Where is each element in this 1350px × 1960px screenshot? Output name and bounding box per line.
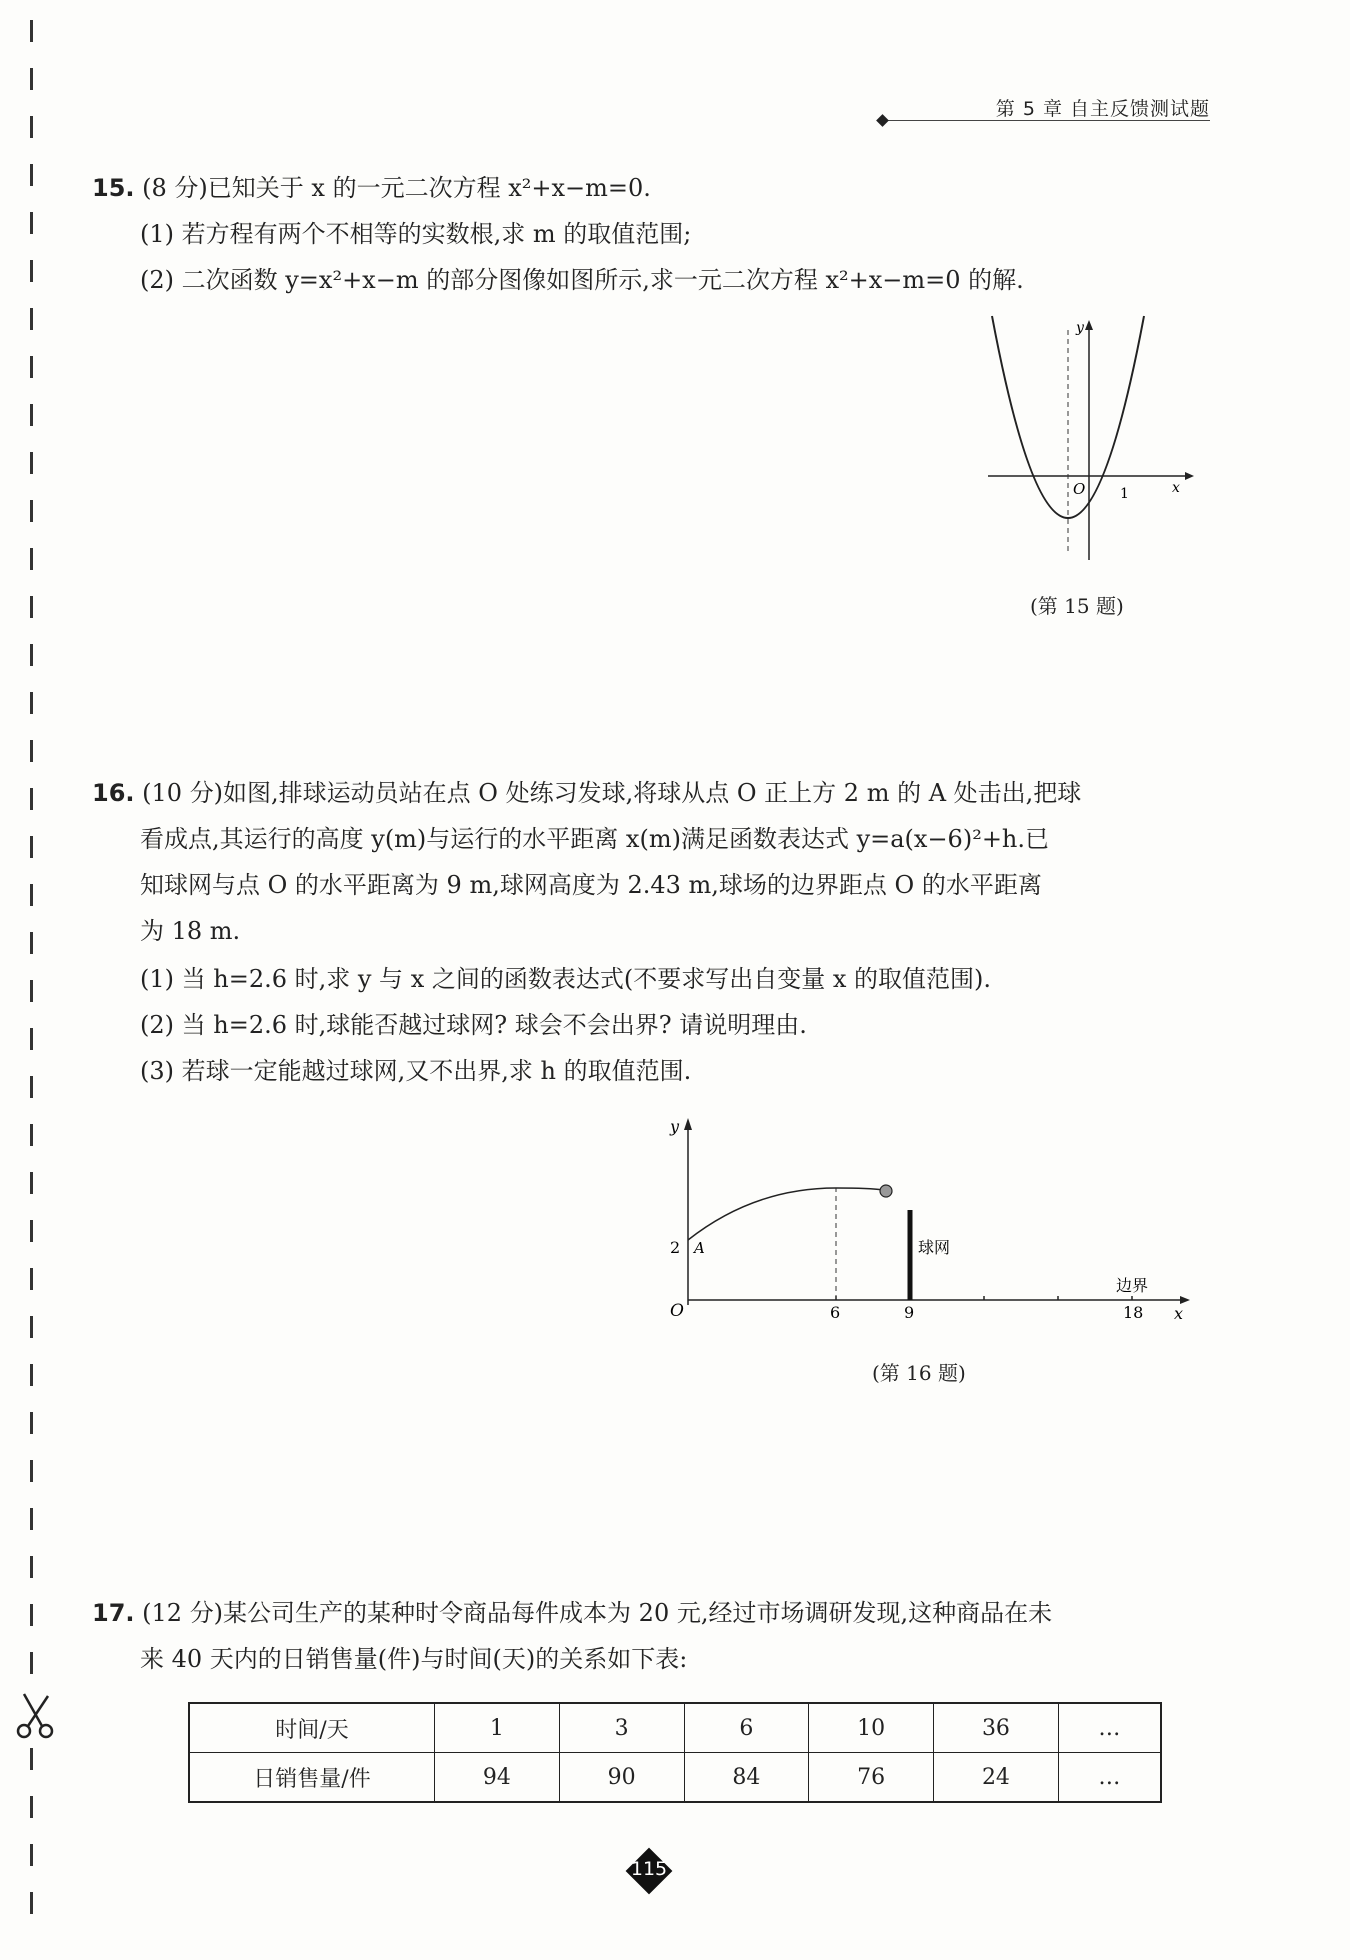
page-number-badge bbox=[626, 1848, 672, 1894]
table-cell: 3 bbox=[559, 1703, 684, 1753]
table-cell: 36 bbox=[934, 1703, 1059, 1753]
q16-x-tick-6: 6 bbox=[830, 1303, 841, 1322]
q16-number: 16. bbox=[92, 779, 135, 807]
table-cell: 6 bbox=[684, 1703, 809, 1753]
chapter-header: 第 5 章 自主反馈测试题 bbox=[995, 98, 1210, 120]
q17-number: 17. bbox=[92, 1599, 135, 1627]
q16-origin-label: O bbox=[670, 1301, 684, 1321]
q16-line2: 看成点,其运行的高度 y(m)与运行的水平距离 x(m)满足函数表达式 y=a(x−6)²+h.已 bbox=[140, 825, 1050, 853]
q17-text1: (12 分)某公司生产的某种时令商品每件成本为 20 元,经过市场调研发现,这种商品在未 bbox=[142, 1599, 1053, 1627]
table-cell: 94 bbox=[435, 1753, 560, 1803]
q16-caption: (第 16 题) bbox=[872, 1361, 966, 1385]
q15-caption: (第 15 题) bbox=[1030, 594, 1124, 618]
q16-x-tick-18: 18 bbox=[1123, 1303, 1144, 1322]
q16-part3: (3) 若球一定能越过球网,又不出界,求 h 的取值范围. bbox=[140, 1057, 692, 1085]
header-rule bbox=[884, 120, 1210, 121]
q15-part1: (1) 若方程有两个不相等的实数根,求 m 的取值范围; bbox=[140, 220, 692, 248]
q15-stem: (8 分)已知关于 x 的一元二次方程 x²+x−m=0. bbox=[142, 174, 651, 202]
table-cell: 24 bbox=[934, 1753, 1059, 1803]
q15-part2: (2) 二次函数 y=x²+x−m 的部分图像如图所示,求一元二次方程 x²+x−m=0 的解. bbox=[140, 266, 1024, 294]
q15-number: 15. bbox=[92, 174, 135, 202]
q15-stem-line bbox=[92, 165, 651, 211]
q16-y-tick-2: 2 bbox=[670, 1238, 681, 1257]
table-cell: … bbox=[1058, 1753, 1161, 1803]
table-header-cell: 日销售量/件 bbox=[189, 1753, 435, 1803]
q16-x-label: x bbox=[1174, 1304, 1184, 1323]
q16-point-a: A bbox=[694, 1239, 705, 1257]
q17-line2: 来 40 天内的日销售量(件)与时间(天)的关系如下表: bbox=[140, 1645, 688, 1673]
q17-line1 bbox=[92, 1590, 1052, 1636]
page-number: 115 bbox=[630, 1858, 668, 1880]
q16-line1 bbox=[92, 770, 1081, 816]
q15-tick-one: 1 bbox=[1120, 486, 1129, 502]
table-cell: 90 bbox=[559, 1753, 684, 1803]
q15-x-label: x bbox=[1172, 480, 1180, 496]
q16-x-tick-9: 9 bbox=[904, 1303, 915, 1322]
table-cell: 84 bbox=[684, 1753, 809, 1803]
q15-origin-label: O bbox=[1073, 480, 1086, 498]
scissors-icon bbox=[14, 1690, 60, 1740]
cut-line bbox=[30, 0, 36, 1960]
q16-net-label: 球网 bbox=[918, 1238, 951, 1257]
q16-part2: (2) 当 h=2.6 时,球能否越过球网? 球会不会出界? 请说明理由. bbox=[140, 1011, 807, 1039]
table-cell: 10 bbox=[809, 1703, 934, 1753]
q16-text1: (10 分)如图,排球运动员站在点 O 处练习发球,将球从点 O 正上方 2 m 的 A 处击出,把球 bbox=[142, 779, 1082, 807]
q16-part1: (1) 当 h=2.6 时,求 y 与 x 之间的函数表达式(不要求写出自变量 x 的取值范围). bbox=[140, 965, 992, 993]
table-row bbox=[189, 1753, 1161, 1803]
q16-y-label: y bbox=[670, 1117, 680, 1136]
table-row bbox=[189, 1703, 1161, 1753]
q16-line4: 为 18 m. bbox=[140, 917, 241, 945]
table-cell: 1 bbox=[435, 1703, 560, 1753]
table-header-cell: 时间/天 bbox=[189, 1703, 435, 1753]
q15-y-label: y bbox=[1076, 320, 1084, 336]
sales-table bbox=[188, 1702, 1162, 1803]
q16-boundary-label: 边界 bbox=[1116, 1276, 1149, 1295]
table-cell: … bbox=[1058, 1703, 1161, 1753]
q15-parabola-figure bbox=[980, 310, 1200, 570]
q16-volleyball-figure bbox=[660, 1110, 1200, 1340]
q16-line3: 知球网与点 O 的水平距离为 9 m,球网高度为 2.43 m,球场的边界距点 O 的水平距离 bbox=[140, 871, 1042, 899]
table-cell: 76 bbox=[809, 1753, 934, 1803]
